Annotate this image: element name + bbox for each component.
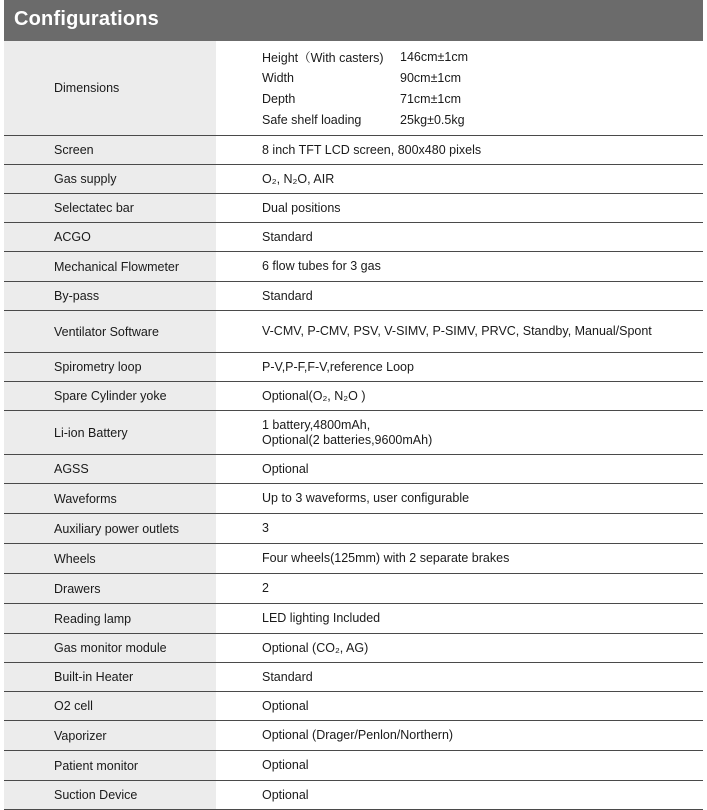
dimension-key: Depth [262,91,296,106]
dimension-value: 25kg±0.5kg [400,112,465,127]
row-label: AGSS [54,462,89,476]
row-label-cell [4,41,216,135]
row-label-cell [4,574,216,603]
row-label: ACGO [54,230,91,244]
row-label-cell [4,165,216,193]
table-row [4,634,703,663]
row-value: P-V,P-F,F-V,reference Loop [262,359,414,374]
row-value: 3 [262,521,269,535]
row-value-cell [216,663,703,691]
row-label: O2 cell [54,699,93,713]
section-title: Configurations [14,8,160,30]
row-value: V-CMV, P-CMV, PSV, V-SIMV, P-SIMV, PRVC, Standby, Manual/Spont [262,324,652,338]
table-row [4,252,703,282]
row-label: By-pass [54,289,100,303]
row-value-cell [216,223,703,251]
row-value: 6 flow tubes for 3 gas [262,259,381,273]
row-value: 2 [262,581,269,595]
table-row [4,311,703,353]
table-row [4,136,703,165]
table-row [4,382,703,411]
table-row [4,781,703,810]
row-label-cell [4,223,216,251]
row-value: Optional(O₂, N₂O ) [262,388,366,403]
row-label-cell [4,382,216,410]
row-label: Gas monitor module [54,641,167,655]
row-label: Wheels [54,551,96,566]
row-label-cell [4,311,216,352]
row-value-cell [216,411,703,454]
row-label-cell [4,692,216,720]
table-row [4,721,703,751]
section-header [4,0,703,41]
row-label: Li-ion Battery [54,425,128,440]
row-value-cell [216,484,703,513]
row-label-cell [4,484,216,513]
row-label-cell [4,781,216,809]
row-value-cell [216,634,703,662]
row-value-cell [216,692,703,720]
row-label: Auxiliary power outlets [54,521,180,536]
row-label: Built-in Heater [54,670,134,684]
row-label-cell [4,514,216,543]
row-label: Waveforms [54,491,117,506]
row-label-cell [4,194,216,222]
row-label: Ventilator Software [54,324,159,339]
dimension-value: 146cm±1cm [400,49,468,64]
row-label-cell [4,663,216,691]
table-row [4,223,703,252]
dimension-key: Height（With casters) [262,50,384,65]
row-value-cell [216,604,703,633]
row-value-cell [216,311,703,352]
row-label: Patient monitor [54,758,139,773]
table-row [4,692,703,721]
spec-table [4,41,703,810]
row-value-cell [216,382,703,410]
dimension-line [216,67,703,88]
row-label-cell [4,751,216,780]
dimension-value: 90cm±1cm [400,70,462,85]
table-row [4,663,703,692]
row-value-cell [216,574,703,603]
row-value-cell [216,282,703,310]
table-row [4,411,703,455]
row-label: Mechanical Flowmeter [54,259,180,274]
table-row [4,484,703,514]
table-row [4,604,703,634]
row-value: Optional [262,461,309,476]
row-value-cell [216,41,703,135]
row-value-cell [216,781,703,809]
row-value-cell [216,165,703,193]
row-value: Optional(2 batteries,9600mAh) [262,432,433,447]
row-value: Four wheels(125mm) with 2 separate brakes [262,551,510,565]
row-label-cell [4,544,216,573]
row-value-cell [216,194,703,222]
row-value-cell [216,252,703,281]
table-row [4,282,703,311]
row-value: Optional (CO₂, AG) [262,640,369,655]
row-value: Standard [262,229,313,244]
row-label-cell [4,353,216,381]
row-value: LED lighting Included [262,611,381,625]
dimension-value: 71cm±1cm [400,91,462,106]
dimension-line [216,109,703,130]
row-label-cell [4,721,216,750]
row-label: Selectatec bar [54,201,134,215]
row-label-cell [4,252,216,281]
row-value: Optional [262,787,309,802]
dimension-line [216,46,703,67]
row-value: 8 inch TFT LCD screen, 800x480 pixels [262,142,482,157]
row-label-cell [4,411,216,454]
table-row [4,574,703,604]
row-value: 1 battery,4800mAh, [262,417,371,432]
row-value: O₂, N₂O, AIR [262,171,335,186]
row-label-cell [4,455,216,483]
row-label: Suction Device [54,788,138,802]
row-value: Optional [262,758,309,772]
row-label: Vaporizer [54,728,107,743]
row-label: Drawers [54,581,101,596]
row-label-cell [4,282,216,310]
row-value-cell [216,455,703,483]
row-value-cell [216,544,703,573]
row-value-cell [216,721,703,750]
table-row [4,455,703,484]
row-label: Gas supply [54,172,117,186]
row-label: Screen [54,143,94,157]
table-row-dimensions [4,41,703,136]
table-row [4,194,703,223]
row-label-cell [4,634,216,662]
row-value-cell [216,353,703,381]
table-row [4,514,703,544]
table-row [4,751,703,781]
row-label: Spirometry loop [54,360,142,374]
row-label: Reading lamp [54,611,132,626]
row-value-cell [216,514,703,543]
table-row [4,353,703,382]
row-label: Spare Cylinder yoke [54,389,167,403]
row-value: Standard [262,288,313,303]
row-value: Optional [262,698,309,713]
table-row [4,165,703,194]
table-row [4,544,703,574]
row-value: Optional (Drager/Penlon/Northern) [262,728,454,742]
dimension-key: Safe shelf loading [262,112,362,127]
row-value: Dual positions [262,200,341,215]
dimension-line [216,88,703,109]
dimension-key: Width [262,70,294,85]
row-value-cell [216,136,703,164]
row-label-cell [4,136,216,164]
row-value: Up to 3 waveforms, user configurable [262,491,470,505]
row-label: Dimensions [54,81,120,95]
row-value-cell [216,751,703,780]
row-label-cell [4,604,216,633]
row-value: Standard [262,669,313,684]
